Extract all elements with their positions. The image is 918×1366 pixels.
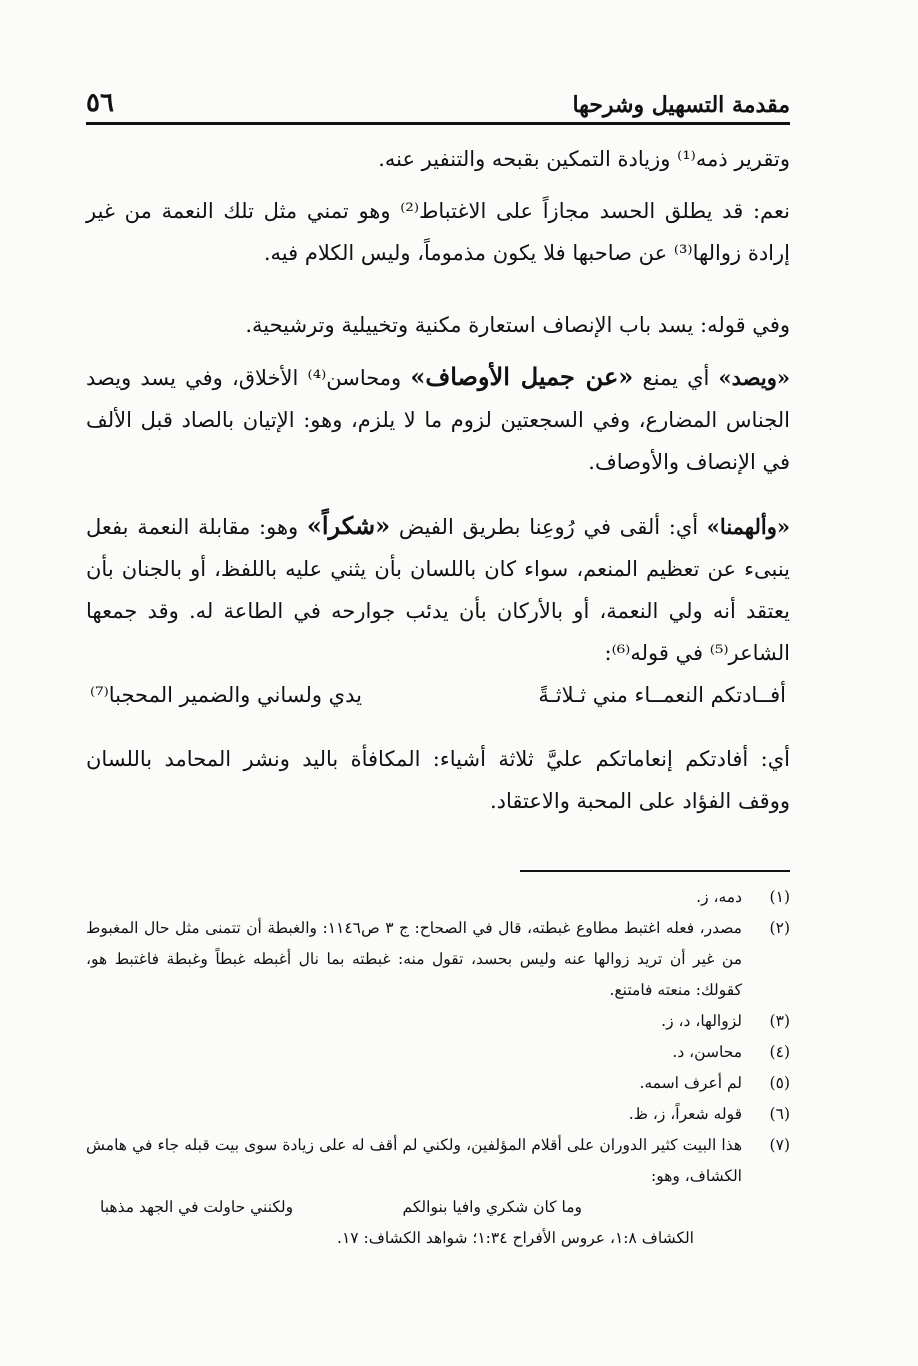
paragraph-text: أي: ألقى في رُوعِنا بطريق الفيض bbox=[390, 515, 707, 539]
footnote-7 bbox=[86, 1130, 790, 1192]
footnote-verse bbox=[86, 1192, 742, 1223]
paragraph-6: أي: أفادتكم إنعاماتكم عليَّ ثلاثة أشياء: المكافأة باليد ونشر المحامد باللسان ووقف الفؤاد على المحبة والاعتقاد. bbox=[86, 747, 790, 813]
footnotes bbox=[86, 882, 790, 1254]
footnote-text: دمه، ز. bbox=[696, 888, 742, 906]
footnote-number: (١) bbox=[769, 888, 790, 906]
footnote-source: الكشاف ١:٨، عروس الأفراح ١:٣٤؛ شواهد الكشاف: ١٧. bbox=[337, 1229, 694, 1247]
footnote-text: محاسن، د. bbox=[672, 1043, 742, 1061]
footnote-text: هذا البيت كثير الدوران على أقلام المؤلفين، ولكني لم أقف له على زيادة سوى بيت قبله جاء في هامش الكشاف، وهو: bbox=[86, 1136, 742, 1185]
footnote-number: (٥) bbox=[769, 1074, 790, 1092]
footnote-verse-first: وما كان شكري وافيا بنوالكم bbox=[402, 1198, 582, 1216]
paragraph-4 bbox=[86, 356, 790, 483]
footnote-separator bbox=[520, 870, 790, 872]
quoted-word: «شكراً» bbox=[306, 511, 391, 540]
footnote-verse-second: ولكنني حاولت في الجهد مذهبا bbox=[100, 1198, 294, 1216]
footnote-text: قوله شعراً، ز، ظ. bbox=[628, 1105, 742, 1123]
paragraph-text: ومحاسن⁽⁴⁾ الأخلاق، وفي يسد ويصد الجناس المضارع، وفي السجعتين لزوم ما لا يلزم، وهو: الإتيان بالصاد قبل الألف في الإنصاف والأوصاف. bbox=[86, 366, 790, 474]
verse-first-hemistich: أفــادتكم النعمــاء مني ثـلاثـةً bbox=[538, 683, 786, 707]
footnote-6 bbox=[86, 1099, 790, 1130]
running-title: مقدمة التسهيل وشرحها bbox=[572, 92, 790, 118]
poem-verse bbox=[86, 674, 790, 716]
quoted-term: «ويصد» bbox=[718, 365, 791, 390]
footnote-text: لزوالها، د، ز. bbox=[661, 1012, 742, 1030]
main-text bbox=[86, 138, 790, 822]
footnote-text: لم أعرف اسمه. bbox=[639, 1074, 742, 1092]
footnote-number: (٣) bbox=[769, 1012, 790, 1030]
paragraph-2: نعم: قد يطلق الحسد مجازاً على الاغتباط⁽²⁾ وهو تمني مثل تلك النعمة من غير إرادة زوالها⁽³⁾ عن صاحبها فلا يكون مذموماً، وليس الكلام فيه. bbox=[86, 199, 790, 265]
footnote-number: (٦) bbox=[769, 1105, 790, 1123]
footnote-5 bbox=[86, 1068, 790, 1099]
footnote-1 bbox=[86, 882, 790, 913]
quoted-term: «وألهمنا» bbox=[706, 514, 790, 539]
footnote-number: (٤) bbox=[769, 1043, 790, 1061]
paragraph-text: وهو: مقابلة النعمة بفعل ينبىء عن تعظيم المنعم، سواء كان باللسان بأن يثني عليه باللفظ، أو بالجنان بأن يعتقد أنه ولي النعمة، أو بالأركان بأن يدئب جوارحه في الطاعة له. وقد جمعها الشاعر⁽⁵⁾ في قوله⁽⁶⁾: bbox=[86, 515, 790, 665]
footnote-number: (٧) bbox=[769, 1136, 790, 1154]
footnote-3 bbox=[86, 1006, 790, 1037]
page-header bbox=[86, 78, 790, 125]
footnote-number: (٢) bbox=[769, 919, 790, 937]
footnote-4 bbox=[86, 1037, 790, 1068]
paragraph-1: وتقرير ذمه⁽¹⁾ وزيادة التمكين بقبحه والتنفير عنه. bbox=[378, 147, 790, 171]
paragraph-3: وفي قوله: يسد باب الإنصاف استعارة مكنية وتخييلية وترشيحية. bbox=[245, 313, 790, 337]
page-number: ٥٦ bbox=[86, 88, 114, 118]
verse-second-hemistich: يدي ولساني والضمير المحجبا⁽⁷⁾ bbox=[90, 683, 362, 707]
quoted-phrase: «عن جميل الأوصاف» bbox=[410, 362, 634, 391]
paragraph-text: أي يمنع bbox=[633, 366, 719, 390]
footnote-text: مصدر، فعله اغتبط مطاوع غبطته، قال في الصحاح: ج ٣ ص١١٤٦: والغبطة أن تتمنى مثل حال المغبوط من غير أن تريد زوالها عنه وليس بحسد، تقول منه: غبطته بما نال أغبطه غبطاً وغبطة فاغتبط هو، كقولك: منعته فامتنع. bbox=[86, 919, 742, 999]
footnote-2 bbox=[86, 913, 790, 1006]
paragraph-5 bbox=[86, 505, 790, 674]
